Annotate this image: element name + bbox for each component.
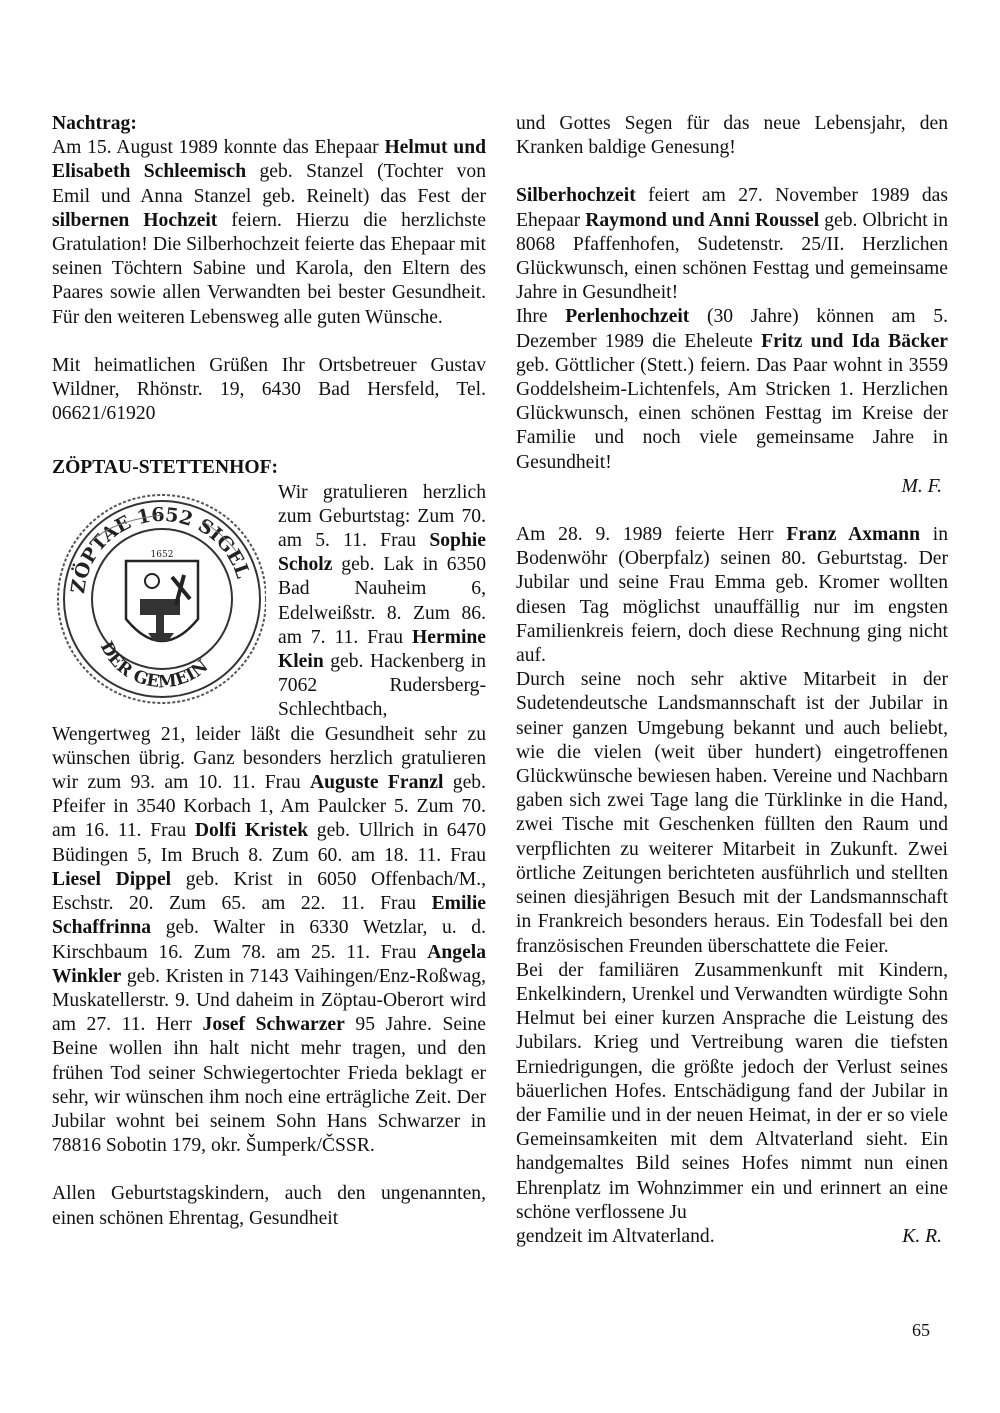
axmann-paragraph-3: Bei der familiären Zusammenkunft mit Kindern, Enkelkindern, Urenkel und Verwandten würdigte Sohn Helmut bei einer kurzen Ansprache die Leistung des Jubilars. Krieg und Vertreibung waren die tiefsten Erniedrigungen, die größte jedoch der Verlust seines bäuerlichen Hofes. Entschädigung fand der Jubilar in der Familie und in der neuen Heimat, in der er so viele Gemeinsamkeiten mit dem Altvaterland sieht. Ein handgemaltes Bild seines Hofes nimmt nun einen Ehrenplatz im Wohnzimmer ein und erinnert an eine schöne verflossene Ju bbox=[516, 959, 948, 1223]
seal-year: 1652 bbox=[150, 549, 174, 560]
text-run: geb. Ullrich in 6470 Büdingen 5, Im Bruch 8. Zum 60. am 18. 11. Frau bbox=[52, 820, 486, 866]
text-run: geb. Kristen in 7143 Vaihingen/Enz-Roßwag, Muskatellerstr. 9. Und daheim in Zöptau-Oberort wird am 27. 11. Herr bbox=[52, 965, 486, 1036]
text-run: Wir gratulieren herzlich zum Geburtstag: Zum 70. am 5. 11. Frau bbox=[278, 481, 486, 552]
text-run: in Bodenwöhr (Oberpfalz) seinen 80. Geburtstag. Der Jubilar und seine Frau Emma geb. Kromer wollten diesen Tag möglichst unauffällig nur im engsten Familienkreis feiern, doch diese Rechnung ging nicht auf. bbox=[516, 524, 949, 667]
text-run: (30 Jahre) können am 5. Dezember 1989 die Eheleute bbox=[516, 306, 948, 352]
text-run: geb. Krist in 6050 Offenbach/M., Eschstr. 20. Zum 65. am 22. 11. Frau bbox=[52, 868, 486, 915]
text-run: geb. Stanzel (Tochter von Emil und Anna Stanzel geb. Reinelt) das Fest der bbox=[52, 161, 486, 207]
name-bold: Emilie Schaffrinna bbox=[52, 893, 486, 939]
text-run: feiern. Hierzu die herzlichste Gratulation! Die Silberhochzeit feierte das Ehepaar mit seinen Töchtern Sabine und Karola, den Eltern des Paares sowie allen Verwandten bei bester Gesundheit. Für den weiteren Lebensweg alle guten Wünsche. bbox=[52, 209, 486, 328]
seal-bottom-text: DER GEMEIN bbox=[95, 638, 213, 693]
name-bold: Perlenhochzeit bbox=[565, 306, 690, 328]
name-bold: Hermine Klein bbox=[278, 626, 486, 673]
page-number: 65 bbox=[912, 1320, 930, 1340]
text-run: Ihre bbox=[516, 306, 566, 328]
signature-mf: M. F. bbox=[901, 475, 942, 497]
closing-line bbox=[516, 1225, 948, 1249]
name-bold: Silberhochzeit bbox=[516, 185, 636, 207]
text-run: Am 28. 9. 1989 feierte Herr bbox=[516, 524, 787, 546]
name-bold: silbernen Hochzeit bbox=[52, 209, 218, 231]
perlenhochzeit-paragraph bbox=[516, 305, 948, 474]
nachtrag-heading: Nachtrag: bbox=[52, 113, 137, 134]
text-run: geb. Walter in 6330 Wetzlar, u. d. Kirschbaum 16. Zum 78. am 25. 11. Frau bbox=[52, 917, 486, 963]
name-bold: Sophie Scholz bbox=[278, 530, 486, 576]
text-run: feiert am 27. November 1989 das Ehepaar bbox=[516, 185, 948, 231]
closing-paragraph: Allen Geburtstagskindern, auch den ungenannten, einen schönen Ehrentag, Gesundheit bbox=[52, 1183, 486, 1229]
name-bold: Raymond und Anni Roussel bbox=[585, 209, 820, 231]
name-bold: Josef Schwarzer bbox=[202, 1014, 345, 1036]
right-column bbox=[516, 112, 948, 1249]
nachtrag-paragraph bbox=[52, 136, 486, 330]
text-run: geb. Pfeifer in 3540 Korbach 1, Am Paulcker 5. Zum 70. am 16. 11. Frau bbox=[52, 772, 486, 842]
silberhochzeit-paragraph bbox=[516, 184, 948, 305]
text-run: geb. Göttlicher (Stett.) feiern. Das Paar wohnt in 3559 Goddelsheim-Lichtenfels, Am Stricken 1. Herzlichen Glückwunsch, einen schönen Festtag im Kreise der Familie und noch viele gemeinsame Jahre in Gesundheit! bbox=[516, 354, 948, 473]
name-bold: Liesel Dippel bbox=[52, 868, 172, 890]
stettenhof-heading: ZÖPTAU-STETTENHOF: bbox=[52, 457, 279, 479]
name-bold: Franz Axmann bbox=[786, 524, 920, 546]
birthday-section bbox=[52, 481, 486, 1159]
axmann-paragraph bbox=[516, 523, 948, 668]
text-run: geb. Lak in 6350 Bad Nauheim 6, Edelweißstr. 8. Zum 86. am 7. 11. Frau bbox=[278, 554, 486, 648]
signature-kr: K. R. bbox=[902, 1225, 942, 1247]
name-bold: Fritz und Ida Bäcker bbox=[761, 330, 949, 352]
town-seal-image bbox=[52, 481, 266, 707]
text-run: 95 Jahre. Seine Beine wollen ihn halt nicht mehr tragen, und den frühen Tod seiner Schwiegertochter Frieda beklagt er sehr, wir wünschen ihm noch eine erträgliche Zeit. Der Jubilar wohnt bei seinem Sohn Hans Schwarzer in 78816 Sobotin 179, okr. Šumperk/ČSSR. bbox=[52, 1014, 486, 1157]
name-bold: Dolfi Kristek bbox=[194, 820, 309, 842]
axmann-paragraph-2: Durch seine noch sehr aktive Mitarbeit in der Sudetendeutsche Landsmannschaft ist der Jubilar in seiner ganzen Umgebung bekannt und auch beliebt, wie die vielen (weit über hundert) eingetroffenen Glückwünsche bewiesen haben. Vereine und Nachbarn gaben sich zwei Tage lang die Türklinke in die Hand, zwei Tische mit Geschenken füllten den Raum und verpflichten zu weiterer Mitarbeit in Zukunft. Zwei örtliche Zeitungen berichteten ausführlich und stellten seinen diesjährigen Besuch mit der Landsmannschaft in Frankreich besonders heraus. Ein Todesfall bei den französischen Freunden überschattete die Feier. bbox=[516, 669, 948, 957]
name-bold: Auguste Franzl bbox=[309, 772, 444, 794]
name-bold: Helmut und Elisabeth Schleemisch bbox=[52, 137, 486, 183]
text-run: Am 15. August 1989 konnte das Ehepaar bbox=[52, 137, 385, 159]
greeting-paragraph: Mit heimatlichen Grüßen Ihr Ortsbetreuer Gustav Wildner, Rhönstr. 19, 6430 Bad Hersfeld, Tel. 06621/61920 bbox=[52, 354, 486, 425]
left-column bbox=[52, 112, 486, 1231]
text-run: geb. Olbricht in 8068 Pfaffenhofen, Sudetenstr. 25/II. Herzlichen Glückwunsch, einen schönen Festtag und gemeinsame Jahre in Gesundheit! bbox=[516, 209, 949, 304]
name-bold: Angela Winkler bbox=[52, 941, 486, 987]
text-run: geb. Hackenberg in 7062 Rudersberg-Schlechtbach, Wengertweg 21, leider läßt die Gesundheit sehr zu wünschen übrig. Ganz besonders herzlich gratulieren wir zum 93. am 10. 11. Frau bbox=[52, 651, 486, 794]
continuation-paragraph: und Gottes Segen für das neue Lebensjahr, den Kranken baldige Genesung! bbox=[516, 113, 948, 159]
last-line-text: gendzeit im Altvaterland. bbox=[516, 1225, 715, 1247]
seal-top-text: ZÖPTAE 1652 SIGEL bbox=[67, 503, 254, 595]
